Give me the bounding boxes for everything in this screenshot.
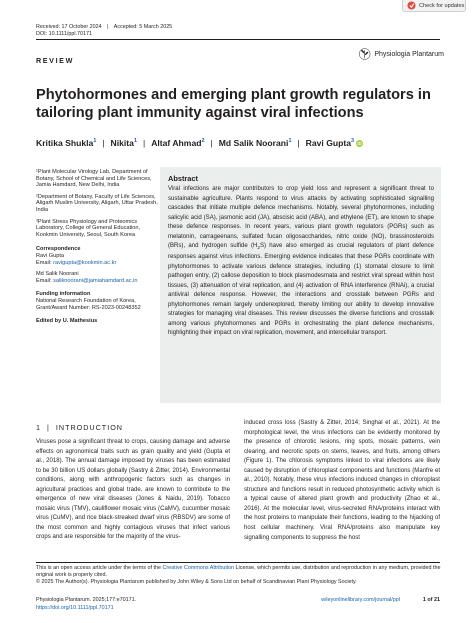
- journal-logo: [358, 43, 444, 65]
- accepted-date: Accepted: 5 March 2025: [113, 24, 173, 30]
- correspondence-name: Ravi Gupta: [36, 252, 64, 259]
- abstract-text: Viral infections are major contributors to crop yield loss and represent a significant threat to sustainable agriculture. Plants respond to virus attacks by activating sophisticated signalling cascades that initiate multiple defence mechanisms. Notably, several phytohormones, including salicylic acid (SA), jasmonic acid (JA), abscisic acid (ABA), and ethylene (ET), are known to shape these defence responses. In recent years, various plant growth regulators (PGRs) such as melatonin, carrageenans, sulfated fucan oligosaccharides, nitric oxide (NO), brassinosteroids (BRs), and hydrogen sulfide $(H_2S)$ have also emerged as crucial regulators of plant defence responses against virus infections. Emerging evidence indicates that these PGRs coordinate with phytohormones to activate various defence strategies, including (1) stomatal closure to limit pathogen entry, (2) callose deposition to block plasmodesmata and restrict viral spread within host tissues, (3) attenuation of viral replication, and (4) activation of RNA interference (RNAi), a crucial antiviral defence response. However, the interactions and crosstalk between PGRs and phytohormones remain largely underexplored, thereby limiting our ability to develop innovative strategies for managing viral diseases. This review discusses the diverse functions and crosstalk among various phytohormones and PGRs in orchestrating the plant defence mechanisms, highlighting their impact on viral replication, movement, and intercellular transport.: [168, 186, 434, 337]
- author[interactable]: Nikita$^1$: [110, 138, 137, 148]
- author[interactable]: Altaf Ahmad$^2$: [151, 138, 205, 148]
- check-for-updates-button[interactable]: [402, 0, 466, 12]
- license-footnote: This is an open access article under the terms of the Creative Commons Attribution License, which permits use, distribution and reproduction in any medium, provided the original work is properly cited. © 2025 The Author(s). Physiologia Plantarum published by John Wiley & Sons Ltd on behalf of Scandinavian Plant Physiology Society.: [36, 565, 446, 587]
- received-date: Received: 17 October 2024: [36, 24, 102, 30]
- email-link[interactable]: ravigupta@kookmin.ac.kr: [53, 259, 117, 266]
- affiliation: ¹Plant Molecular Virology Lab, Department of Botany, School of Chemical and Life Sciences, Jamia Hamdard, New Delhi, India: [36, 169, 152, 189]
- orcid-icon[interactable]: [356, 140, 363, 147]
- author-list: Kritika Shukla$^1$ | Nikita$^1$ | Altaf Ahmad$^2$ | Md Salik Noorani$^1$ | Ravi Gupta$^3$ iD: [36, 138, 363, 148]
- check-for-updates-label: Check for updates: [419, 2, 465, 9]
- section-heading: 1 | INTRODUCTION: [36, 423, 123, 432]
- section-label: REVIEW: [36, 56, 74, 65]
- abstract-heading: Abstract: [168, 174, 198, 183]
- affiliation: ³Plant Stress Physiology and Proteomics Laboratory, College of General Education, Kookmin University, Seoul, South Korea: [36, 218, 141, 238]
- author[interactable]: Ravi Gupta$^3$: [305, 138, 355, 148]
- author[interactable]: Md Salik Noorani$^1$: [218, 138, 292, 148]
- svg-text:iD: iD: [357, 141, 363, 147]
- footnote-rule: [36, 562, 440, 563]
- license-link[interactable]: Creative Commons Attribution: [162, 565, 235, 571]
- email-link[interactable]: saliknoorani@jamiahamdard.ac.in: [53, 277, 138, 284]
- doi-line: DOI: 10.1111/ppl.70171: [36, 31, 93, 37]
- dates-line: Received: 17 October 2024 | Accepted: 5 March 2025: [36, 24, 173, 30]
- journal-citation: Physiologia Plantarum. 2025;177:e70171.: [36, 597, 137, 603]
- correspondence-heading: Correspondence: [36, 246, 81, 253]
- author[interactable]: Kritika Shukla$^1$: [36, 138, 97, 148]
- header-rule: [36, 39, 440, 40]
- funding-heading: Funding information: [36, 291, 91, 298]
- update-icon: [407, 1, 416, 10]
- page-number: 1 of 21: [422, 597, 440, 603]
- funding-text: National Research Foundation of Korea, Grant/Award Number: RS-2023-00248352: [36, 297, 141, 311]
- journal-name: Physiologia Plantarum: [374, 50, 444, 58]
- intro-column-right: induced cross loss (Sastry & Zitter, 2014; Singhal et al., 2021). At the morphological level, the virus infections can be evidently monitored by the presence of chlorotic lesions, ring spots, mosaic patterns, vein clearing, and necrotic spots on stems, leaves, and fruits, among others (Figure 1). The chlorosis symptoms linked to viral infections are likely caused by disruption of chloroplast components and functions (Manfre et al., 2010). Notably, these virus infections induced changes in chloroplast structure and functions result in reduced photosynthetic activity which is a typical cause of altered plant growth and productivity (Zhao et al., 2016). At the molecular level, virus-secreted RNA/proteins interact with the host proteins to manipulate their functions, leading to the hijacking of host cellular machinery. Viral RNA/proteins also manipulate key signalling components to suppress the host: [244, 420, 440, 541]
- copyright-line: © 2025 The Author(s). Physiologia Plantarum published by John Wiley & Sons Ltd on behalf of Scandinavian Plant Physiology Society.: [36, 579, 357, 586]
- edited-by: Edited by U. Mathesius: [36, 318, 98, 325]
- affiliations-sidebar: ¹Plant Molecular Virology Lab, Department of Botany, School of Chemical and Life Sciences, Jamia Hamdard, New Delhi, India ²Department of Botany, Faculty of Life Sciences, Aligarh Muslim University, Aligarh, Uttar Pradesh, India ³Plant Stress Physiology and Proteomics Laboratory, College of General Education, Kookmin University, Seoul, South Korea Correspondence Ravi Gupta Email: ravigupta@kookmin.ac.kr Md Salik Noorani Email: saliknoorani@jamiahamdard.ac.in Funding information National Research Foundation of Korea, Grant/Award Number: RS-2023-00248352 Edited by U. Mathesius: [36, 169, 158, 325]
- spps-logo-icon: [358, 44, 371, 64]
- article-title: Phytohormones and emerging plant growth regulators in tailoring plant immunity against viral infections: [36, 87, 431, 121]
- doi-link[interactable]: https://doi.org/10.1111/ppl.70171: [36, 605, 114, 611]
- intro-column-left: Viruses pose a significant threat to crops, causing damage and adverse effects on agronomical traits such as grain quality and yield (Gupta et al., 2018). The annual damage imposed by viruses has been estimated to be 30 billion US dollars globally (Sastry & Zitter, 2014). Environmental conditions, along with anthropogenic factors such as changes in agricultural practices and global trade, are known to contribute to the emergence of new viral diseases (Jones & Naidu, 2019). Tobacco mosaic virus (TMV), cauliflower mosaic virus (CaMV), cucumber mosaic virus (CuMV), and rice black-streaked dwarf virus (RBSDV) are some of the most common and highly contagious viruses that infect various crops and are responsible for the majority of the virus-: [36, 439, 230, 541]
- affiliation: ²Department of Botany, Faculty of Life Sciences, Aligarh Muslim University, Aligarh, Uttar Pradesh, India: [36, 193, 158, 213]
- journal-site-link[interactable]: wileyonlinelibrary.com/journal/ppl: [321, 597, 400, 603]
- correspondence-name: Md Salik Noorani: [36, 271, 79, 278]
